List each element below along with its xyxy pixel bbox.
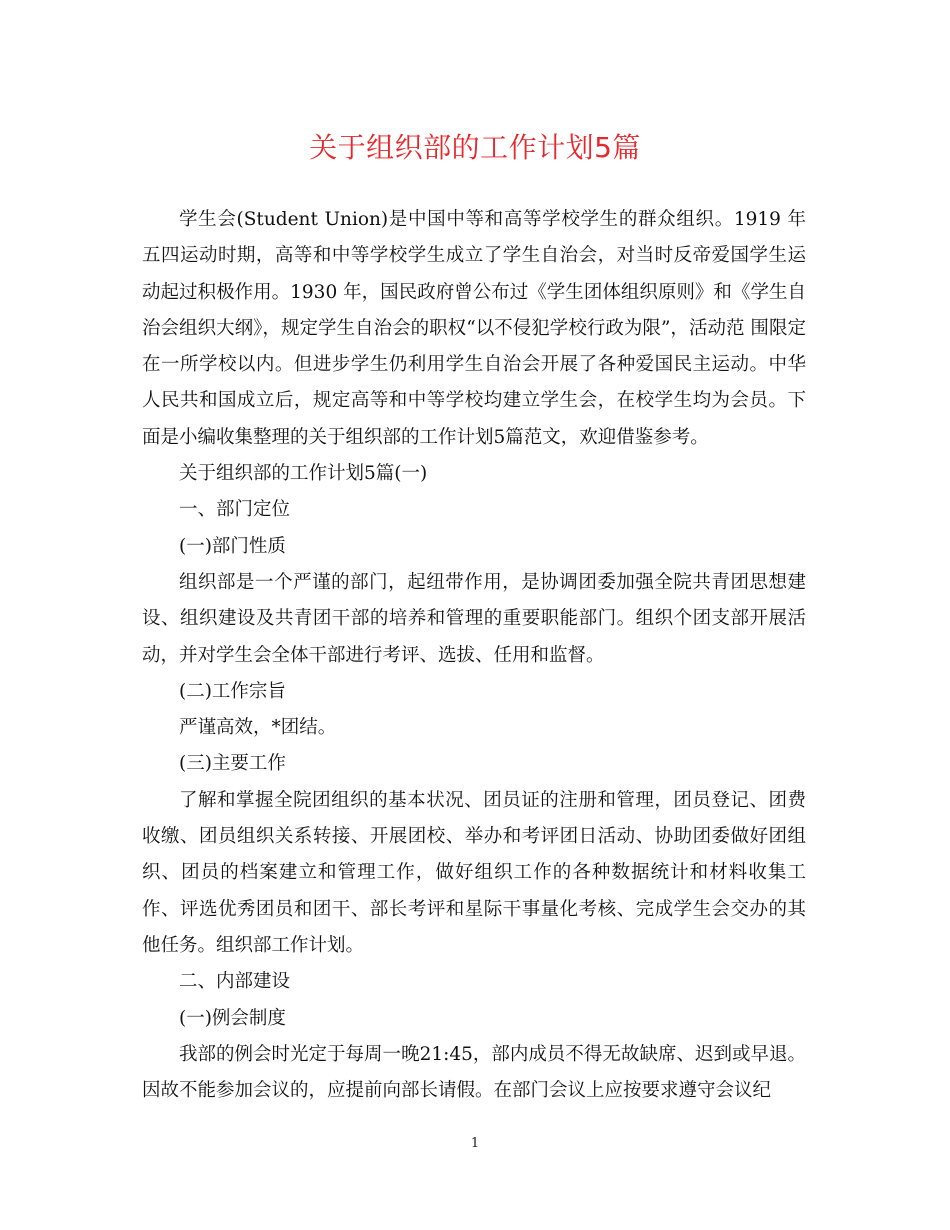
intro-paragraph: 学生会(Student Union)是中国中等和高等学校学生的群众组织。1919 年五四运动时期，高等和中等学校学生成立了学生自治会，对当时反帝爱国学生运动起过积极作用。1930 年，国民政府曾公布过《学生团体组织原则》和《学生自治会组织大纲》，规定学生自治会的职权“以不侵犯学校行政为限”，活动范 围限定在一所学校以内。但进步学生仍利用学生自治会开展了各种爱国民主运动。中华人民共和国成立后，规定高等和中等学校均建立学生会，在校学生均为会员。下面是小编收集整理的关于组织部的工作计划5篇范文，欢迎借鉴参考。 — [142, 209, 806, 448]
page-number: 1 — [470, 1136, 480, 1151]
subheading-department-nature: (一)部门性质 — [179, 535, 286, 557]
document-title: 关于组织部的工作计划5篇 — [309, 131, 641, 164]
document-body — [142, 202, 806, 1109]
paragraph-main-work: 了解和掌握全院团组织的基本状况、团员证的注册和管理，团员登记、团费收缴、团员组织关系转接、开展团校、举办和考评团日活动、协助团委做好团组织、团员的档案建立和管理工作，做好组织工作的各种数据统计和材料收集工作、评选优秀团员和团干、部长考评和星际干事量化考核、完成学生会交办的其他任务。组织部工作计划。 — [142, 789, 806, 956]
section-heading-plan-1: 关于组织部的工作计划5篇(一) — [179, 463, 428, 485]
heading-internal-construction: 二、内部建设 — [179, 971, 291, 993]
subheading-regular-meeting: (一)例会制度 — [179, 1007, 286, 1029]
heading-department-positioning: 一、部门定位 — [179, 499, 291, 521]
subheading-work-purpose: (二)工作宗旨 — [179, 680, 286, 702]
paragraph-regular-meeting: 我部的例会时光定于每周一晚21:45，部内成员不得无故缺席、迟到或早退。因故不能参加会议的，应提前向部长请假。在部门会议上应按要求遵守会议纪 — [142, 1043, 806, 1102]
paragraph-work-purpose: 严谨高效，*团结。 — [179, 717, 337, 739]
subheading-main-work: (三)主要工作 — [179, 753, 286, 775]
paragraph-department-nature: 组织部是一个严谨的部门，起纽带作用，是协调团委加强全院共青团思想建设、组织建设及共青团干部的培养和管理的重要职能部门。组织个团支部开展活动，并对学生会全体干部进行考评、选拔、任用和监督。 — [142, 571, 806, 666]
